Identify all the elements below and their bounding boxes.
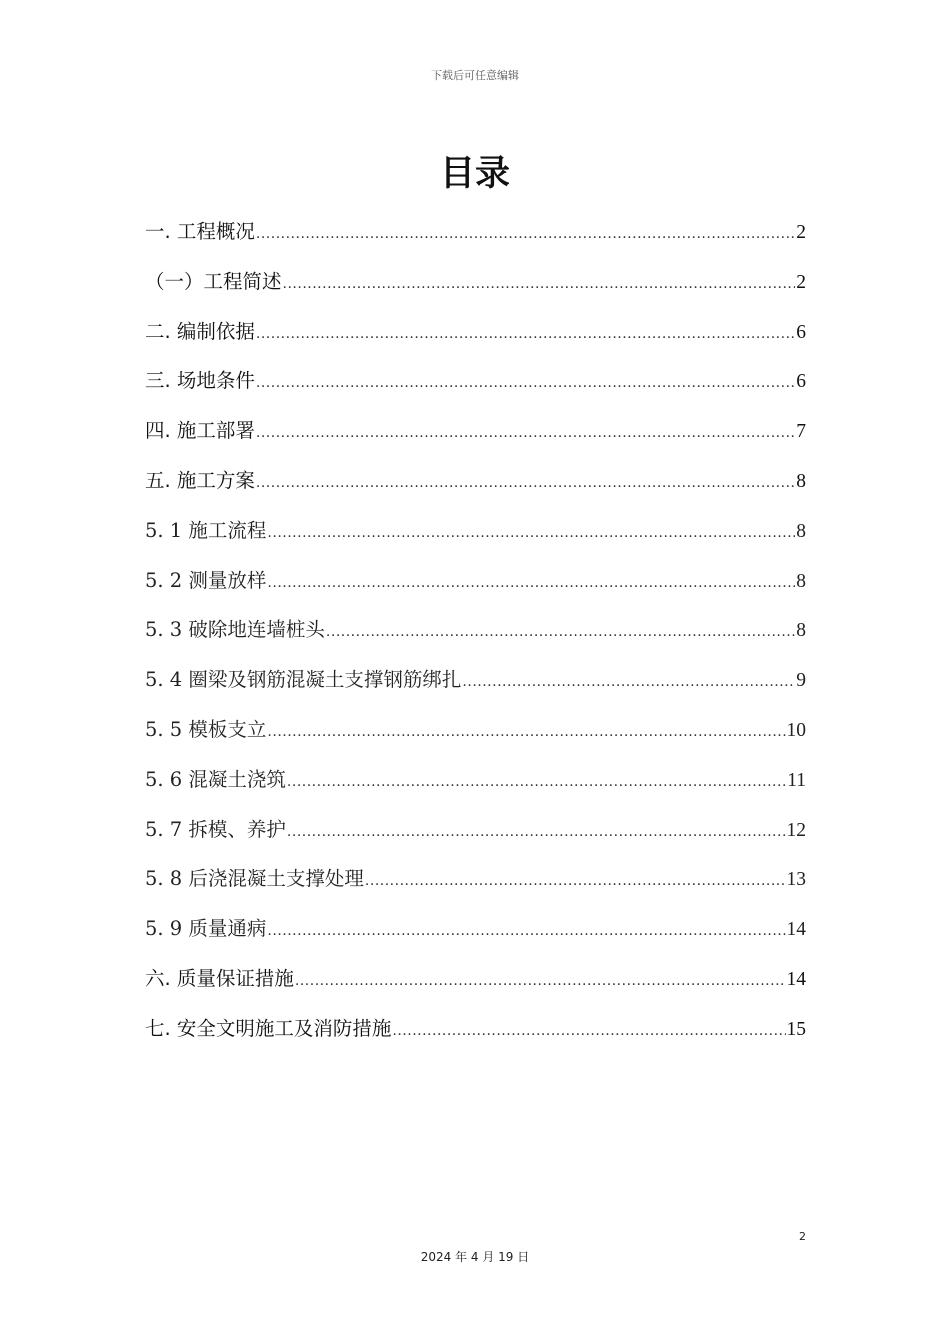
- toc-entry[interactable]: [145, 815, 806, 865]
- toc-entry-page: 7: [796, 421, 806, 443]
- toc-dot-leader: [256, 368, 795, 398]
- toc-entry-label: 5. 8 后浇混凝土支撑处理: [145, 867, 364, 891]
- toc-entry-page: 8: [796, 520, 806, 542]
- toc-dot-leader: [326, 617, 795, 647]
- toc-dot-leader: [287, 817, 786, 847]
- toc-entry-page: 14: [786, 919, 806, 941]
- toc-entry-page: 6: [796, 371, 806, 393]
- toc-entry-label: 五. 施工方案: [145, 468, 255, 492]
- toc-entry[interactable]: [145, 964, 806, 1014]
- page-number: 2: [799, 1230, 806, 1243]
- toc-entry-label: 5. 2 测量放样: [145, 568, 267, 592]
- toc-entry-page: 10: [786, 719, 806, 741]
- toc-entry[interactable]: [145, 416, 806, 466]
- toc-entry-page: 13: [786, 869, 806, 891]
- toc-dot-leader: [267, 916, 785, 946]
- toc-entry[interactable]: [145, 466, 806, 516]
- toc-entry-label: 5. 1 施工流程: [145, 518, 267, 542]
- toc-entry-label: （一）工程简述: [145, 269, 282, 293]
- toc-entry[interactable]: [145, 317, 806, 367]
- toc-entry-label: 5. 9 质量通病: [145, 917, 267, 941]
- toc-entry-label: 六. 质量保证措施: [145, 966, 294, 990]
- toc-entry[interactable]: [145, 516, 806, 566]
- toc-entry-label: 三. 场地条件: [145, 369, 255, 393]
- toc-entry[interactable]: [145, 566, 806, 616]
- toc-dot-leader: [256, 468, 795, 498]
- toc-entry[interactable]: [145, 615, 806, 665]
- toc-entry[interactable]: [145, 665, 806, 715]
- toc-entry-page: 2: [796, 271, 806, 293]
- toc-entry-page: 14: [786, 968, 806, 990]
- toc-entry[interactable]: [145, 914, 806, 964]
- toc-entry-page: 8: [796, 470, 806, 492]
- toc-entry[interactable]: [145, 765, 806, 815]
- toc-entry[interactable]: [145, 1014, 806, 1064]
- toc-dot-leader: [295, 966, 786, 996]
- toc-entry[interactable]: [145, 715, 806, 765]
- toc-entry[interactable]: [145, 864, 806, 914]
- toc-entry-label: 二. 编制依据: [145, 319, 255, 343]
- toc-dot-leader: [283, 269, 796, 299]
- toc-entry-label: 5. 3 破除地连墙桩头: [145, 618, 325, 642]
- toc-dot-leader: [267, 717, 785, 747]
- toc-dot-leader: [256, 319, 795, 349]
- toc-entry[interactable]: [145, 217, 806, 267]
- page-title: 目录: [439, 154, 510, 194]
- toc-entry-label: 5. 6 混凝土浇筑: [145, 767, 286, 791]
- toc-dot-leader: [462, 667, 795, 697]
- toc-entry-page: 6: [796, 321, 806, 343]
- toc-dot-leader: [267, 568, 795, 598]
- toc-entry[interactable]: [145, 366, 806, 416]
- footer-date: 2024 年 4 月 19 日: [420, 1250, 530, 1264]
- toc-entry-label: 一. 工程概况: [145, 220, 255, 243]
- toc-entry-label: 四. 施工部署: [145, 419, 255, 443]
- toc-entry-page: 8: [796, 570, 806, 592]
- toc-entry-page: 11: [787, 769, 806, 791]
- toc-entry-page: 9: [796, 670, 806, 692]
- toc-entry-page: 15: [786, 1018, 806, 1040]
- toc-entry-page: 2: [796, 222, 806, 243]
- toc-entry-label: 5. 7 拆模、养护: [145, 817, 286, 841]
- toc-dot-leader: [287, 767, 786, 797]
- toc-entry-label: 5. 5 模板支立: [145, 717, 267, 741]
- toc-entry[interactable]: [145, 267, 806, 317]
- toc-dot-leader: [256, 418, 795, 448]
- toc-entry-label: 七. 安全文明施工及消防措施: [145, 1016, 392, 1040]
- header-note: 下载后可任意编辑: [431, 69, 519, 82]
- toc-dot-leader: [365, 866, 786, 896]
- toc-entry-page: 12: [786, 819, 806, 841]
- toc-dot-leader: [392, 1016, 785, 1046]
- toc-entry-label: 5. 4 圈梁及钢筋混凝土支撑钢筋绑扎: [145, 668, 462, 692]
- toc-dot-leader: [256, 219, 795, 249]
- toc-entry-page: 8: [796, 620, 806, 642]
- table-of-contents: [145, 217, 806, 1064]
- toc-dot-leader: [267, 518, 795, 548]
